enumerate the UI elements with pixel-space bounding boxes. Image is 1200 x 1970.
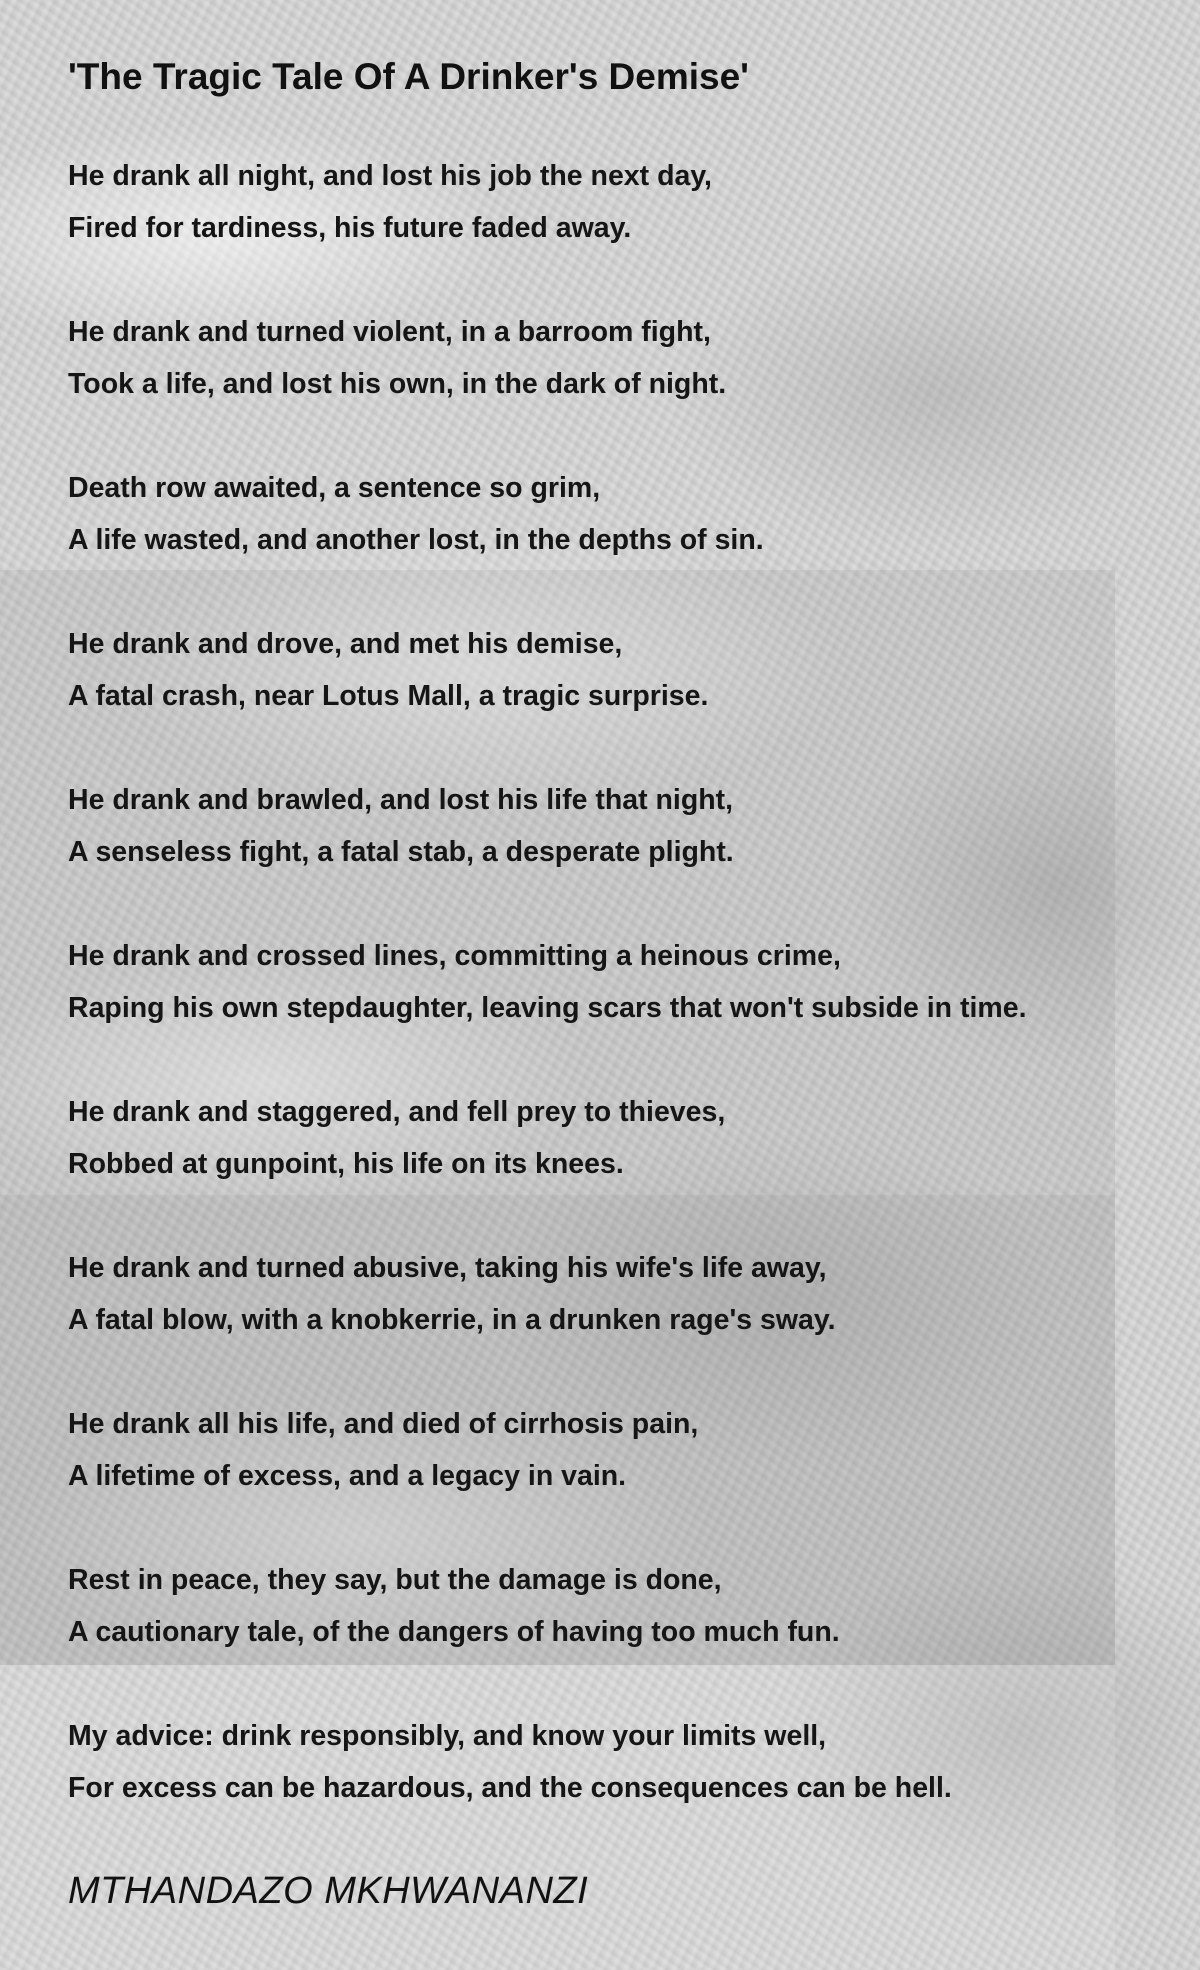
poem-line: Raping his own stepdaughter, leaving scars that won't subside in time. xyxy=(68,992,1027,1024)
stanza xyxy=(68,1554,1178,1658)
poem-line: Robbed at gunpoint, his life on its knees. xyxy=(68,1148,624,1180)
stanza xyxy=(68,462,1178,566)
poem-line: Fired for tardiness, his future faded away. xyxy=(68,212,632,244)
stanza xyxy=(68,1710,1178,1814)
poem-line: A fatal blow, with a knobkerrie, in a drunken rage's sway. xyxy=(68,1304,836,1336)
poem-line: He drank and crossed lines, committing a heinous crime, xyxy=(68,940,841,972)
poem-line: My advice: drink responsibly, and know your limits well, xyxy=(68,1720,827,1752)
poem-line: Death row awaited, a sentence so grim, xyxy=(68,472,601,504)
stanza xyxy=(68,930,1178,1034)
poem-line: He drank all night, and lost his job the next day, xyxy=(68,160,712,192)
poem-line: A fatal crash, near Lotus Mall, a tragic surprise. xyxy=(68,680,709,712)
poem-line: A senseless fight, a fatal stab, a desperate plight. xyxy=(68,836,734,868)
stanza xyxy=(68,306,1178,410)
poem-line: A lifetime of excess, and a legacy in vain. xyxy=(68,1460,627,1492)
poem-line: Took a life, and lost his own, in the dark of night. xyxy=(68,368,727,400)
poem-author: MTHANDAZO MKHWANANZI xyxy=(68,1870,589,1912)
poem-line: A cautionary tale, of the dangers of having too much fun. xyxy=(68,1616,840,1648)
poem-line: He drank all his life, and died of cirrhosis pain, xyxy=(68,1408,699,1440)
poem-line: He drank and turned violent, in a barroom fight, xyxy=(68,316,711,348)
poem-line: He drank and drove, and met his demise, xyxy=(68,628,623,660)
poem-line: He drank and turned abusive, taking his wife's life away, xyxy=(68,1252,827,1284)
stanza xyxy=(68,1242,1178,1346)
stanza xyxy=(68,774,1178,878)
stanza xyxy=(68,1398,1178,1502)
poem-line: For excess can be hazardous, and the consequences can be hell. xyxy=(68,1772,952,1804)
stanza xyxy=(68,150,1178,254)
poem-line: He drank and staggered, and fell prey to thieves, xyxy=(68,1096,726,1128)
poem-body xyxy=(68,150,1178,1866)
poem-line: Rest in peace, they say, but the damage is done, xyxy=(68,1564,722,1596)
stanza xyxy=(68,1086,1178,1190)
poem-title: 'The Tragic Tale Of A Drinker's Demise' xyxy=(68,56,749,97)
poem-line: A life wasted, and another lost, in the depths of sin. xyxy=(68,524,764,556)
poem-line: He drank and brawled, and lost his life that night, xyxy=(68,784,734,816)
stanza xyxy=(68,618,1178,722)
